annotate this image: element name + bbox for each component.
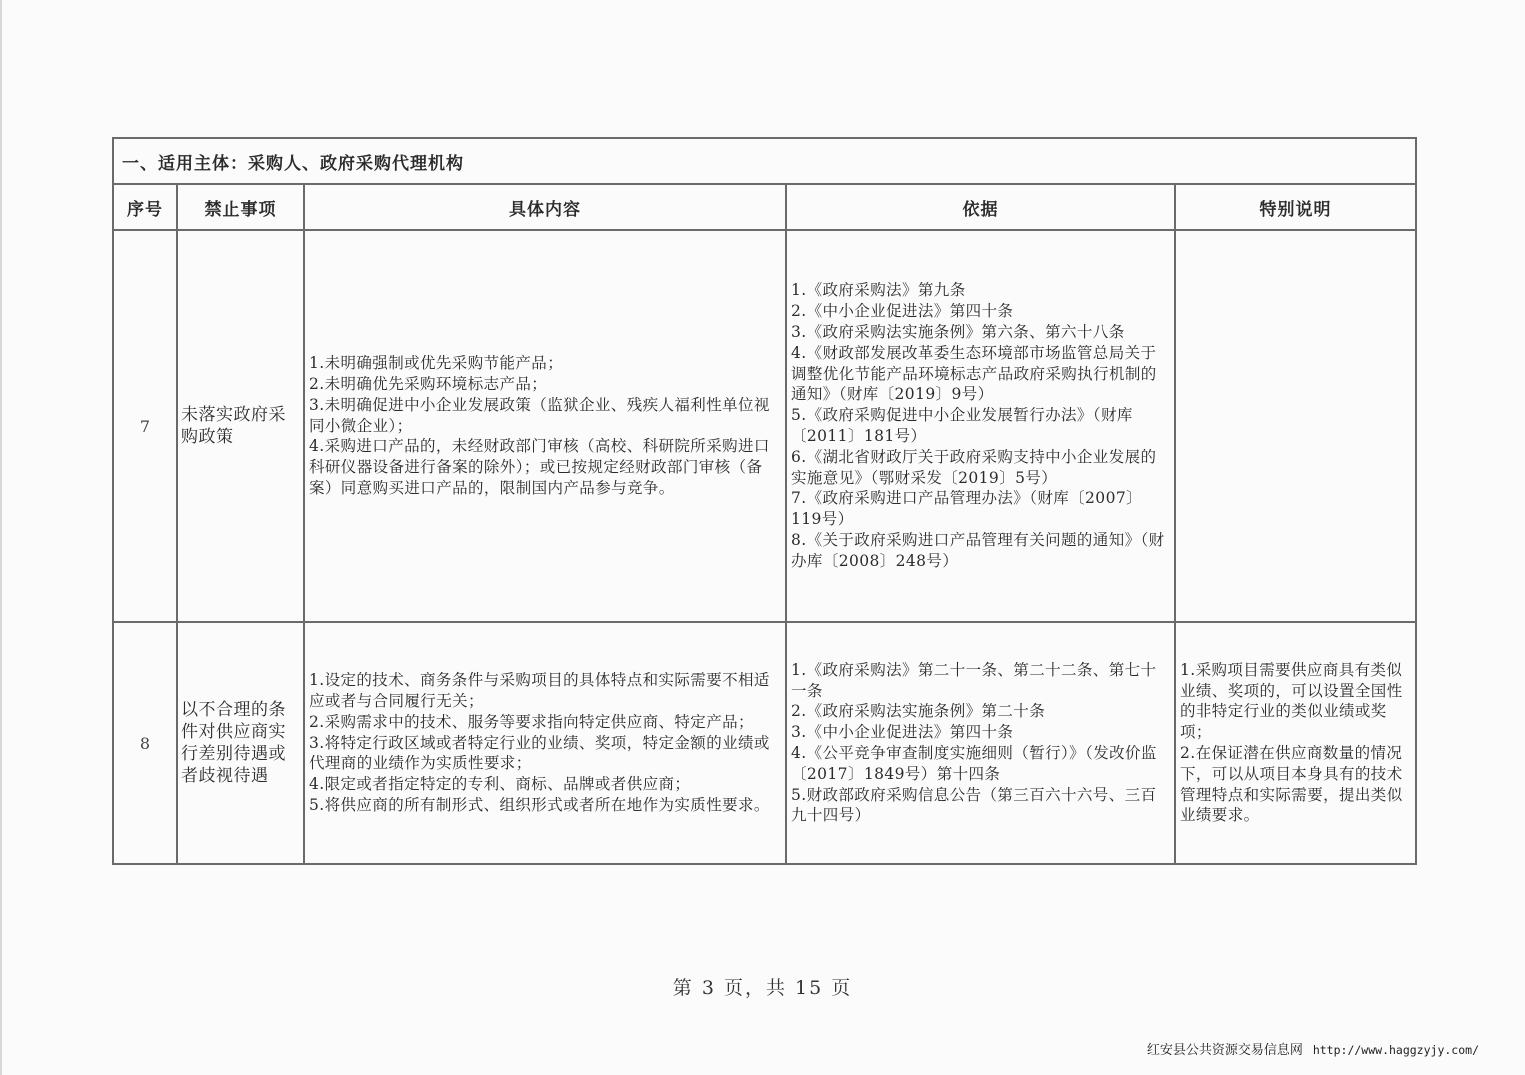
row-item: 未落实政府采购政策	[177, 230, 304, 622]
header-note: 特别说明	[1175, 184, 1416, 230]
table-row	[113, 622, 1416, 864]
row-basis	[786, 622, 1175, 864]
content-line: 2.未明确优先采购环境标志产品；	[309, 375, 548, 393]
note-line: 1.采购项目需要供应商具有类似业绩、奖项的，可以设置全国性的非特定行业的类似业绩或奖项；	[1180, 660, 1403, 742]
row-note	[1175, 622, 1416, 864]
basis-line: 3.《政府采购法实施条例》第六条、第六十八条	[791, 323, 1125, 342]
row-basis	[786, 230, 1175, 622]
watermark-site-name: 红安县公共资源交易信息网	[1146, 1043, 1303, 1058]
basis-line: 2.《中小企业促进法》第四十条	[791, 302, 1014, 321]
basis-line: 1.《政府采购法》第九条	[791, 281, 966, 300]
content-line: 1.未明确强制或优先采购节能产品；	[309, 354, 564, 373]
basis-line: 4.《财政部发展改革委生态环境部市场监管总局关于调整优化节能产品环境标志产品政府采购执行机制的通知》（财库〔2019〕9号）	[791, 343, 1157, 404]
basis-line: 8.《关于政府采购进口产品管理有关问题的通知》（财办库〔2008〕248号）	[791, 530, 1165, 570]
content-line: 5.将供应商的所有制形式、组织形式或者所在地作为实质性要求。	[309, 795, 770, 814]
note-line: 2.在保证潜在供应商数量的情况下，可以从项目本身具有的技术管理特点和实际需要，提出类似业绩要求。	[1180, 744, 1403, 825]
basis-line: 5.《政府采购促进中小企业发展暂行办法》（财库〔2011〕181号）	[791, 406, 1133, 445]
basis-line: 1.《政府采购法》第二十一条、第二十二条、第七十一条	[791, 660, 1157, 700]
prohibition-table	[112, 137, 1417, 865]
row-note	[1175, 230, 1416, 622]
content-line: 4.限定或者指定特定的专利、商标、品牌或者供应商；	[309, 775, 691, 794]
row-seq: 7	[113, 230, 177, 622]
row-item: 以不合理的条件对供应商实行差别待遇或者歧视待遇	[177, 622, 304, 864]
content-line: 2.采购需求中的技术、服务等要求指向特定供应商、特定产品；	[309, 712, 754, 731]
watermark-url: http://www.haggzyjy.com/	[1312, 1043, 1479, 1057]
row-content	[304, 230, 786, 622]
basis-line: 3.《中小企业促进法》第四十条	[791, 723, 1014, 742]
content-line: 3.未明确促进中小企业发展政策（监狱企业、残疾人福利性单位视同小微企业）；	[309, 395, 770, 435]
header-content: 具体内容	[304, 184, 786, 230]
content-line: 1.设定的技术、商务条件与采购项目的具体特点和实际需要不相适应或者与合同履行无关；	[309, 671, 770, 710]
basis-line: 7.《政府采购进口产品管理办法》（财库〔2007〕119号）	[791, 489, 1142, 529]
content-line: 4.采购进口产品的，未经财政部门审核（高校、科研院所采购进口科研仪器设备进行备案的除外）；或已按规定经财政部门审核（备案）同意购买进口产品的，限制国内产品参与竞争。	[309, 437, 770, 497]
row-content	[304, 622, 786, 864]
page-edge	[0, 0, 2, 1075]
source-watermark	[1147, 1039, 1479, 1058]
basis-line: 5.财政部政府采购信息公告（第三百六十六号、三百九十四号）	[791, 785, 1157, 825]
row-seq: 8	[113, 622, 177, 864]
section-title: 一、适用主体：采购人、政府采购代理机构	[113, 138, 1416, 184]
header-seq: 序号	[113, 184, 177, 230]
basis-line: 2.《政府采购法实施条例》第二十条	[791, 702, 1046, 721]
page-number: 第 3 页，共 15 页	[672, 977, 853, 999]
content-line: 3.将特定行政区域或者特定行业的业绩、奖项，特定金额的业绩或代理商的业绩作为实质性要求；	[309, 733, 770, 773]
table-row	[113, 230, 1416, 622]
header-basis: 依据	[786, 184, 1175, 230]
header-item: 禁止事项	[177, 184, 304, 230]
table-header-row	[113, 184, 1416, 230]
basis-line: 6.《湖北省财政厅关于政府采购支持中小企业发展的实施意见》（鄂财采发〔2019〕5号）	[791, 447, 1157, 487]
basis-line: 4.《公平竞争审查制度实施细则（暂行）》（发改价监〔2017〕1849号）第十四条	[791, 744, 1157, 783]
